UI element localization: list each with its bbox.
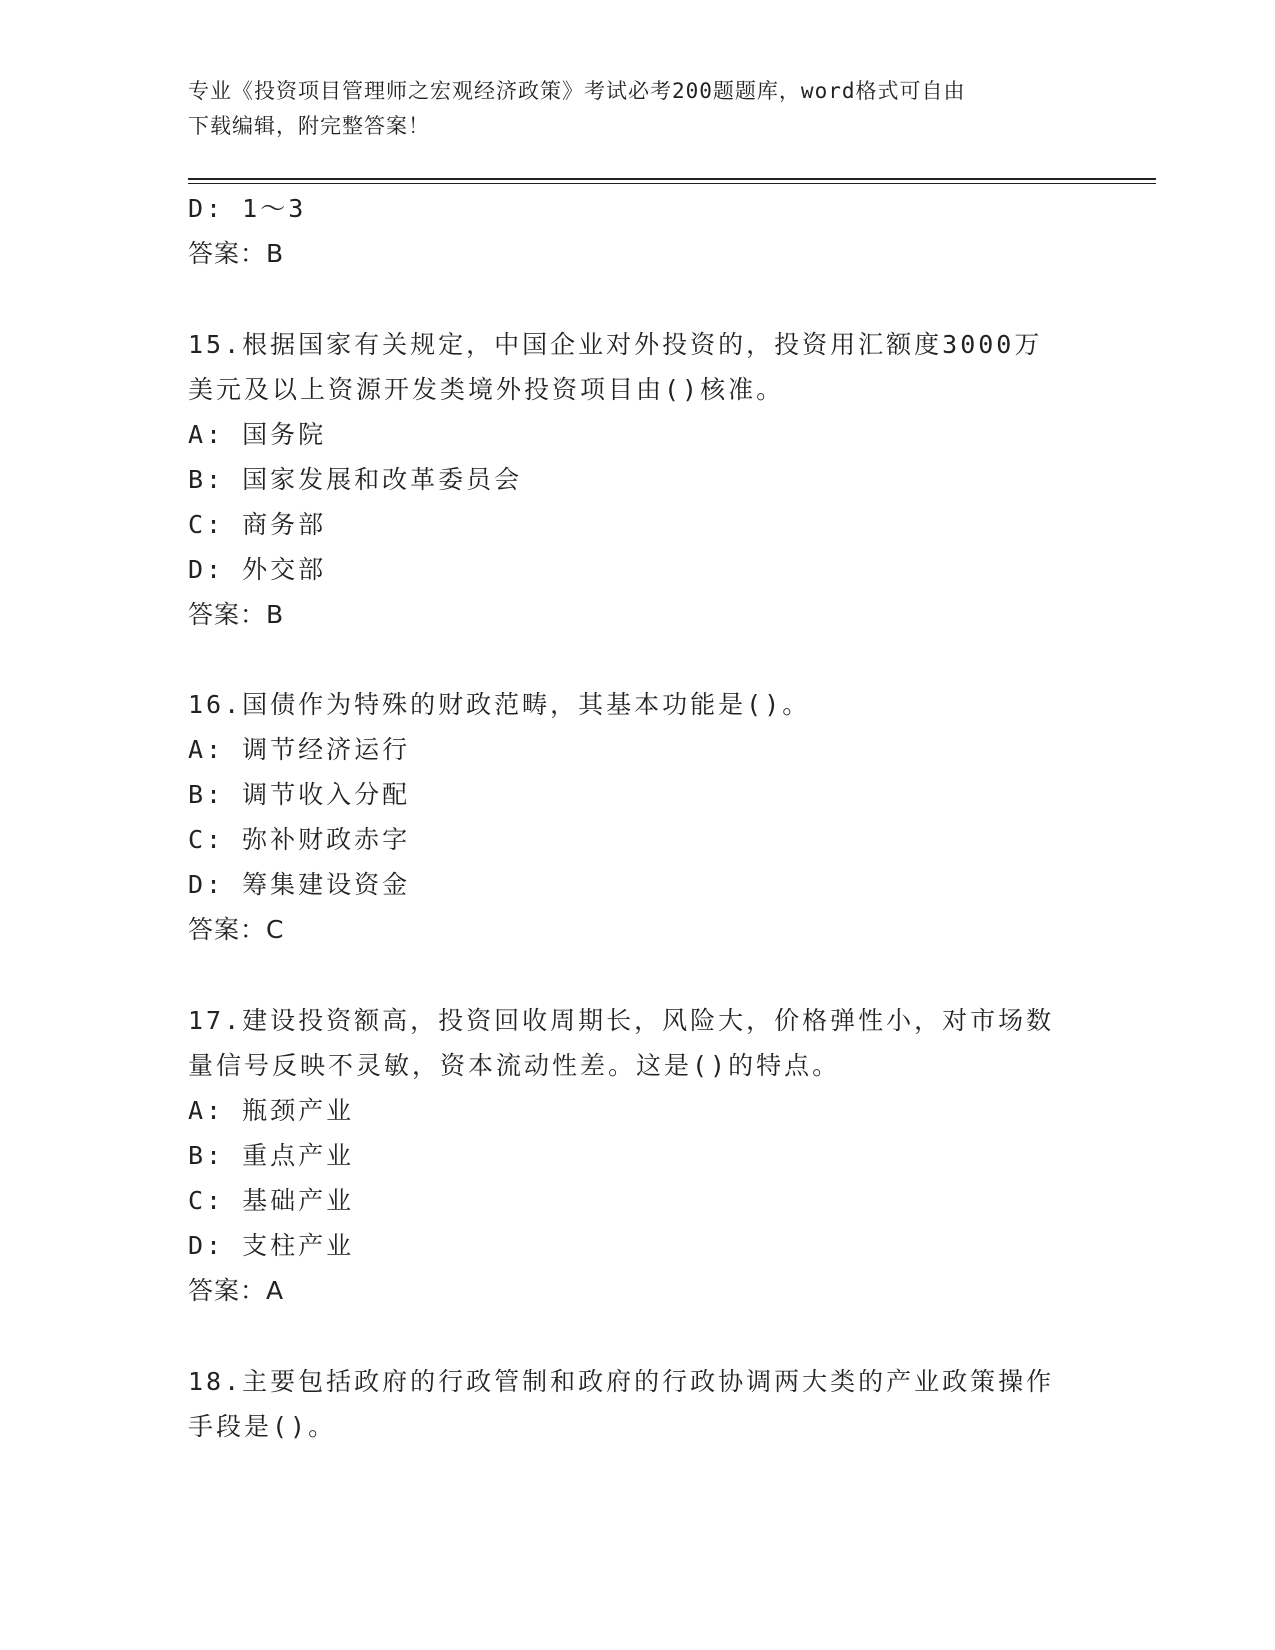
header-line-1: 专业《投资项目管理师之宏观经济政策》考试必考200题题库，word格式可自由	[188, 79, 966, 103]
q17-option-a: A: 瓶颈产业	[188, 1096, 355, 1125]
q17-option-b: B: 重点产业	[188, 1141, 355, 1170]
q17-option-d: D: 支柱产业	[188, 1231, 355, 1260]
q16-option-c: C: 弥补财政赤字	[188, 825, 411, 854]
q16-option-a: A: 调节经济运行	[188, 735, 411, 764]
header-divider-thick	[188, 178, 1156, 180]
q15-stem-line-1: 15.根据国家有关规定，中国企业对外投资的，投资用汇额度3000万	[188, 330, 1043, 359]
q15-option-b: B: 国家发展和改革委员会	[188, 465, 523, 494]
q16-option-d: D: 筹集建设资金	[188, 870, 411, 899]
q17-answer: 答案：A	[188, 1276, 285, 1305]
q18-stem-line-1: 18.主要包括政府的行政管制和政府的行政协调两大类的产业政策操作	[188, 1367, 1055, 1396]
q15-option-c: C: 商务部	[188, 510, 327, 539]
q15-option-a: A: 国务院	[188, 420, 327, 449]
q15-option-d: D: 外交部	[188, 555, 327, 584]
q16-answer: 答案：C	[188, 915, 285, 944]
header-line-2: 下载编辑，附完整答案！	[188, 114, 430, 138]
prev-answer: 答案：B	[188, 239, 285, 268]
page-header	[188, 74, 1078, 144]
q15-answer: 答案：B	[188, 600, 285, 629]
header-divider-thin	[188, 183, 1156, 184]
q17-option-c: C: 基础产业	[188, 1186, 355, 1215]
q18-stem-line-2: 手段是()。	[188, 1412, 337, 1441]
q17-stem-line-1: 17.建设投资额高，投资回收周期长，风险大，价格弹性小，对市场数	[188, 1006, 1055, 1035]
q17-stem-line-2: 量信号反映不灵敏，资本流动性差。这是()的特点。	[188, 1051, 841, 1080]
prev-option-d: D: 1～3	[188, 194, 307, 223]
q16-stem-line-1: 16.国债作为特殊的财政范畴，其基本功能是()。	[188, 690, 811, 719]
q16-option-b: B: 调节收入分配	[188, 780, 411, 809]
q15-stem-line-2: 美元及以上资源开发类境外投资项目由()核准。	[188, 375, 785, 404]
